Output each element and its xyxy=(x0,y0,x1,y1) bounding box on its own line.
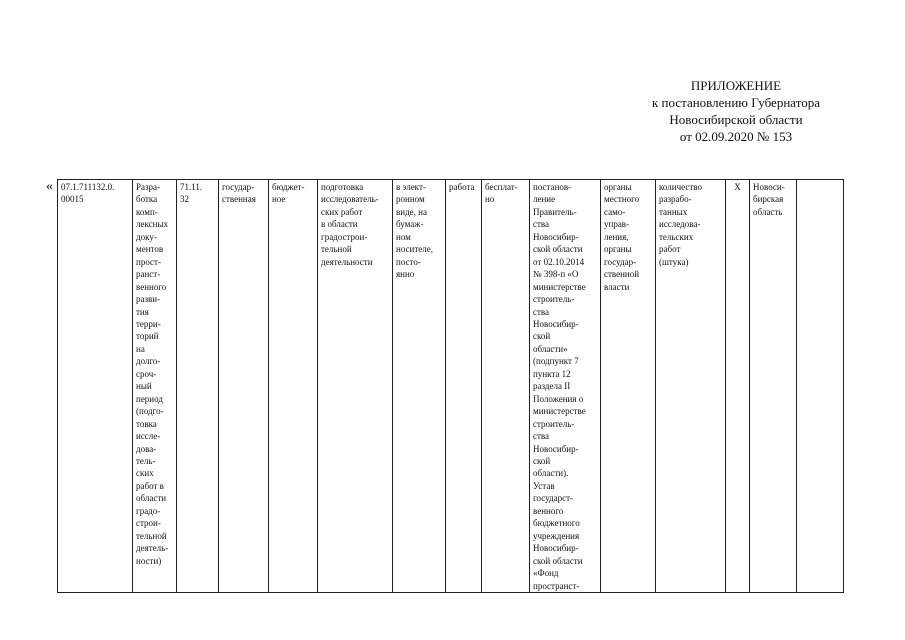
cell-payment xyxy=(482,180,530,593)
cell-region xyxy=(750,180,797,593)
cell-code xyxy=(58,180,133,593)
cell-empty xyxy=(797,180,844,593)
cell-indicator-text: количество разрабо- танных исследова- тельских работ (штука) xyxy=(659,182,702,267)
document-header xyxy=(610,77,862,145)
cell-mark-text: Х xyxy=(734,182,741,192)
cell-mark xyxy=(726,180,750,593)
table-row xyxy=(58,180,844,593)
cell-legal-basis xyxy=(530,180,601,593)
cell-payment-text: бесплат- но xyxy=(485,182,518,205)
appendix-region: Новосибирской области xyxy=(669,112,803,127)
cell-okved-text: 71.11. 32 xyxy=(180,182,203,205)
cell-service-name-text: Разра- ботка комп- лексных доку- ментов прост- ранст- венного разви- тия терри- торий на долго- сроч- ный период (подго- товка иссле- дова- тель- ских работ в области градо- строи- тельной деятель- ности) xyxy=(136,182,169,566)
cell-indicator xyxy=(656,180,726,593)
cell-institution-type xyxy=(269,180,318,593)
registry-table xyxy=(57,179,844,593)
opening-quote-mark: « xyxy=(46,179,53,194)
appendix-title: ПРИЛОЖЕНИЕ xyxy=(690,78,782,93)
cell-okved xyxy=(177,180,219,593)
cell-form xyxy=(393,180,446,593)
appendix-date-number: от 02.09.2020 № 153 xyxy=(679,129,793,144)
cell-type xyxy=(446,180,482,593)
cell-service-name xyxy=(133,180,177,593)
cell-content-text: подготовка исследователь- ских работ в области градострои- тельной деятельности xyxy=(321,182,379,267)
cell-consumers-text: органы местного само- управ- ления, органы государ- ственной власти xyxy=(604,182,640,292)
cell-legal-basis-text: постанов- ление Правитель- ства Новосибир- ской области от 02.10.2014 № 398-п «О министерстве строитель- ства Новосибир- ской области» (подпункт 7 пункта 12 раздела II Положения о министерстве строитель- ства Новосибир- ской области). Устав государст- венного бюджетного учреждения Новосибир- ской области «Фонд пространст- xyxy=(533,182,586,591)
cell-institution-type-text: бюджет- ное xyxy=(272,182,305,205)
cell-content xyxy=(318,180,393,593)
cell-ownership xyxy=(219,180,269,593)
cell-form-text: в элект- ронном виде, на бумаж- ном носителе, посто- янно xyxy=(396,182,434,280)
cell-ownership-text: государ- ственная xyxy=(222,182,256,205)
cell-region-text: Новоси- бирская область xyxy=(753,182,785,217)
cell-consumers xyxy=(601,180,656,593)
cell-code-text: 07.1.711132.0. 00015 xyxy=(61,182,115,205)
cell-type-text: работа xyxy=(449,182,475,192)
appendix-reference: к постановлению Губернатора xyxy=(651,95,821,110)
